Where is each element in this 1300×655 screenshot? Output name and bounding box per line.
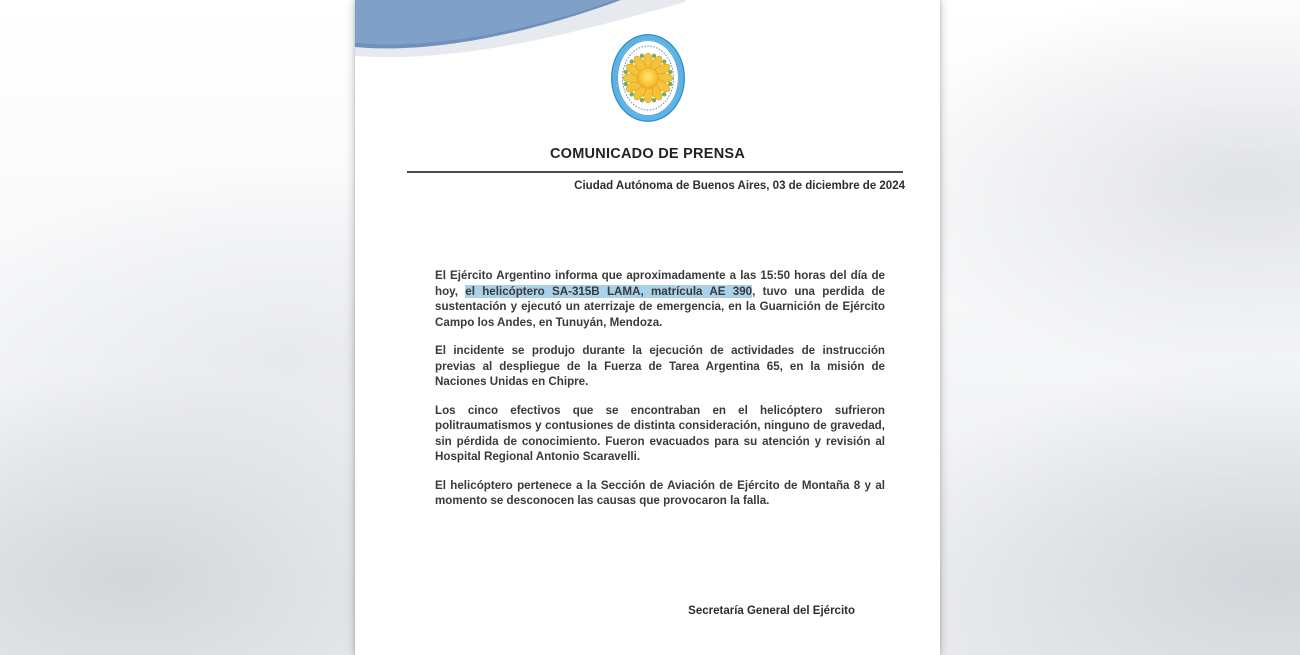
army-crest-logo: [610, 33, 686, 123]
signature-line: Secretaría General del Ejército: [688, 604, 855, 617]
title-divider-rule: [407, 171, 903, 173]
paragraph-2: El incidente se produjo durante la ejecución de actividades de instrucción previas al despliegue de la Fuerza de Tarea Argentina 65, en la misión de Naciones Unidas en Chipre.: [435, 344, 885, 388]
sun-emblem-icon: [610, 33, 686, 123]
paragraph-4: El helicóptero pertenece a la Sección de Aviación de Ejército de Montaña 8 y al momento se desconocen las causas que provocaron la falla.: [435, 478, 885, 507]
document-body: [435, 268, 885, 617]
document-title: COMUNICADO DE PRENSA: [549, 146, 746, 162]
paragraph-3: Los cinco efectivos que se encontraban en el helicóptero sufrieron politraumatismos y contusiones de distinta consideración, ninguno de gravedad, sin pérdida de conocimiento. Fueron evacuados para su atención y revisión al Hospital Regional Antonio Scaravelli.: [435, 403, 885, 463]
paragraph-1-pre: El Ejército Argentino informa que aproximadamente a las 15:50 horas del día de hoy,: [435, 269, 885, 298]
paragraph-1-post: , tuvo una perdida de sustentación y ejecutó un aterrizaje de emergencia, en la Guarnición de Ejército Campo los Andes, en Tunuyán, Mendoza.: [435, 284, 885, 329]
paragraph-1: [435, 268, 885, 330]
dateline: Ciudad Autónoma de Buenos Aires, 03 de diciembre de 2024: [574, 180, 905, 192]
press-release-page: [355, 0, 940, 655]
highlighted-text: el helicóptero SA-315B LAMA, matrícula AE 390: [465, 284, 753, 298]
